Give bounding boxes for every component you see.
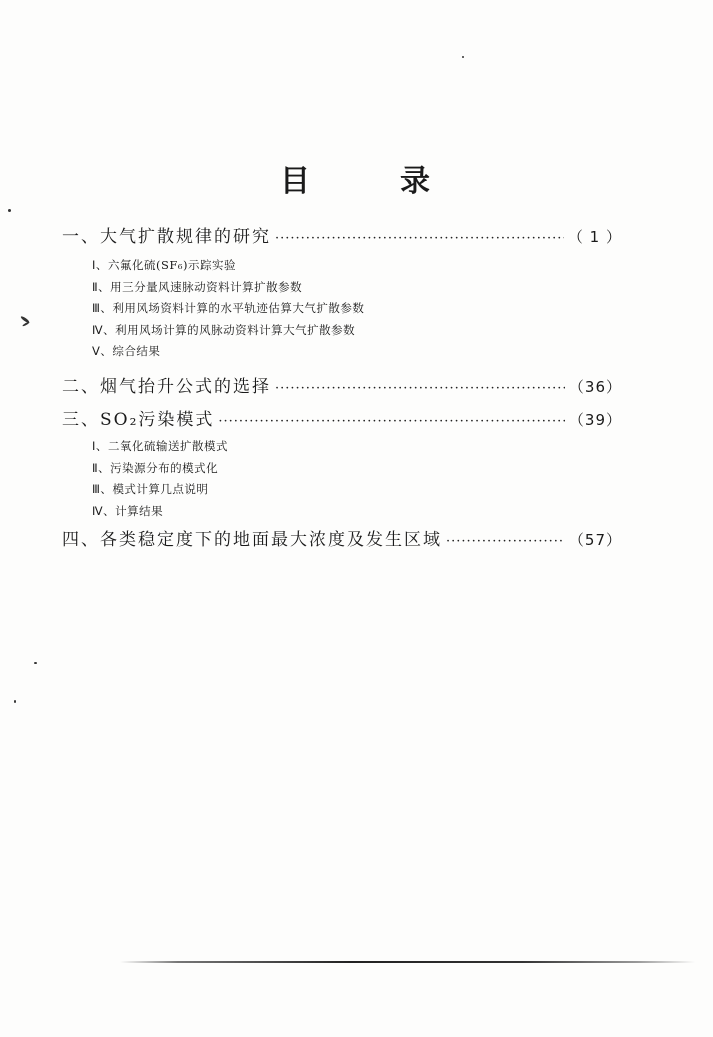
page-number: （39）	[568, 411, 622, 429]
scan-speck	[8, 209, 11, 212]
toc-entry-section-3[interactable]	[62, 405, 622, 430]
toc-entry-section-1[interactable]	[62, 222, 622, 247]
subsection-list-1	[92, 255, 364, 363]
page-title	[280, 156, 430, 200]
subsection-title: 模式计算几点说明	[112, 482, 209, 496]
toc-entry-section-2[interactable]	[62, 372, 622, 397]
subsection-title: 二氧化硫输送扩散模式	[108, 439, 228, 453]
subsection-title: 利用风场资料计算的水平轨迹估算大气扩散参数	[112, 301, 365, 315]
scan-speck	[22, 321, 30, 327]
section-title: SO₂污染模式	[100, 410, 215, 430]
dot-leader	[218, 414, 565, 429]
dot-leader	[275, 381, 565, 396]
section-number: 二、	[62, 377, 100, 397]
subsection-numeral: Ⅰ、	[92, 441, 108, 453]
section-title: 大气扩散规律的研究	[100, 227, 271, 247]
subsection-item[interactable]	[92, 255, 364, 277]
scan-speck	[14, 700, 16, 703]
section-title: 各类稳定度下的地面最大浓度及发生区域	[100, 530, 442, 550]
page-number: （57）	[568, 531, 622, 549]
section-number: 四、	[62, 530, 100, 550]
dot-leader	[446, 534, 565, 549]
toc-entry-section-4[interactable]	[62, 525, 622, 550]
subsection-numeral: Ⅲ、	[92, 484, 113, 496]
dot-leader	[275, 231, 564, 246]
subsection-item[interactable]	[92, 277, 364, 299]
subsection-item[interactable]	[92, 341, 364, 363]
subsection-list-3	[92, 436, 228, 522]
subsection-item[interactable]	[92, 436, 228, 458]
subsection-numeral: Ⅴ、	[92, 346, 113, 358]
scan-speck	[34, 662, 37, 664]
subsection-item[interactable]	[92, 320, 364, 342]
subsection-numeral: Ⅳ、	[92, 324, 116, 337]
section-title: 烟气抬升公式的选择	[100, 377, 271, 397]
subsection-title: 六氟化硫(SF₆)示踪实验	[108, 258, 236, 272]
subsection-numeral: Ⅰ、	[92, 260, 108, 272]
subsection-numeral: Ⅲ、	[92, 303, 113, 315]
subsection-title: 污染源分布的模式化	[110, 460, 219, 475]
section-number: 三、	[62, 410, 100, 430]
title-char-2: 录	[400, 164, 430, 199]
page-number: （36）	[568, 378, 622, 396]
scan-speck	[462, 56, 464, 58]
bottom-rule	[120, 961, 695, 963]
subsection-item[interactable]	[92, 479, 228, 501]
subsection-numeral: Ⅱ、	[92, 281, 111, 294]
subsection-item[interactable]	[92, 458, 228, 480]
subsection-item[interactable]	[92, 501, 228, 523]
page-number: （ 1 ）	[567, 228, 622, 246]
subsection-title: 综合结果	[112, 344, 161, 358]
subsection-item[interactable]	[92, 298, 364, 320]
title-char-1: 目	[280, 164, 310, 199]
subsection-title: 计算结果	[115, 503, 164, 518]
section-number: 一、	[62, 227, 100, 247]
subsection-title: 利用风场计算的风脉动资料计算大气扩散参数	[115, 322, 356, 337]
subsection-title: 用三分量风速脉动资料计算扩散参数	[110, 279, 303, 294]
subsection-numeral: Ⅱ、	[92, 462, 111, 475]
subsection-numeral: Ⅳ、	[92, 505, 116, 518]
